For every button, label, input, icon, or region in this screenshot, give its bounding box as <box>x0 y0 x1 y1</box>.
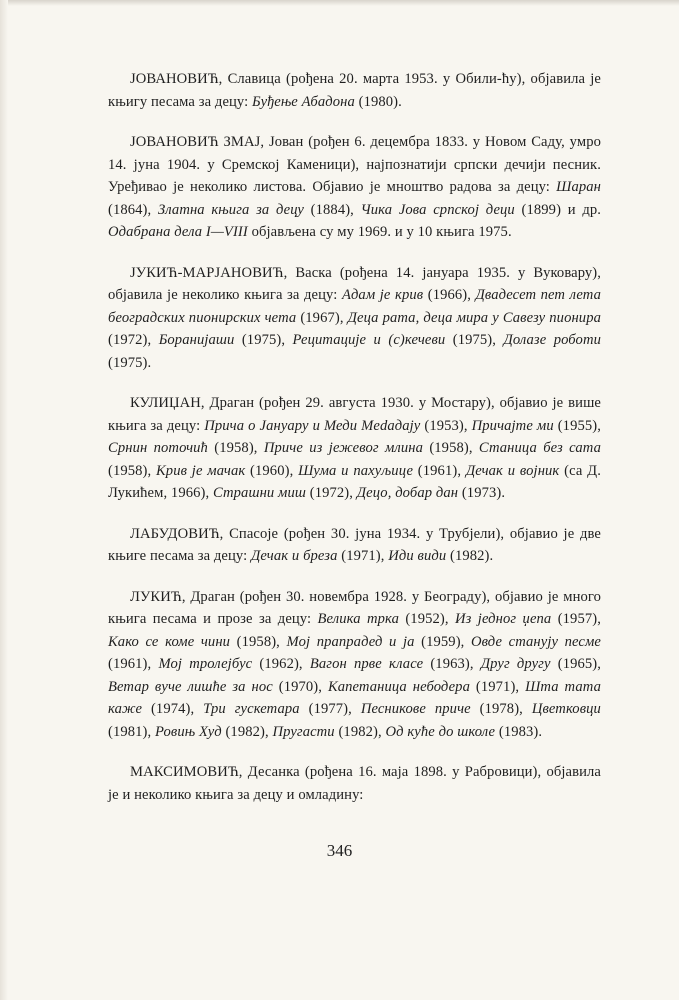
entry-text: (1957), <box>551 611 601 627</box>
book-title: Цветковци <box>531 701 601 717</box>
entry-text: (1962), <box>252 656 310 672</box>
book-title: Мој тролејбус <box>158 656 253 672</box>
book-title: Крив је мачак <box>156 462 246 479</box>
book-title: Чика Јова српској деци <box>360 201 515 218</box>
entry-text: (1958), <box>207 440 264 456</box>
book-title: Рецитације и (с)кечеви <box>292 332 446 348</box>
book-title: Три гускетара <box>203 701 300 717</box>
entry-text: (1982), <box>221 723 273 740</box>
entry-text: (1983). <box>495 723 543 740</box>
entry-jovanovic-zmaj <box>108 131 601 244</box>
page-top-edge <box>0 0 679 6</box>
entry-text: (1884), <box>303 201 361 218</box>
entry-text: (1958), <box>108 462 157 479</box>
entry-text: (1981), <box>108 723 156 740</box>
book-title: Долазе роботи <box>503 332 601 348</box>
book-title: Како се коме чини <box>108 633 231 650</box>
book-title: Двадесет пет лета београдских пионирских чета <box>108 287 601 326</box>
book-title: Од куће до школе <box>385 723 496 740</box>
book-title: Ветар вуче лишће за нос <box>108 678 273 695</box>
entry-text: (1972), <box>306 485 357 501</box>
entry-text: (1958), <box>423 440 479 456</box>
entry-kulidzan <box>108 392 601 505</box>
entry-text: (1977), <box>299 701 361 717</box>
entry-jovanovic-slavica <box>108 68 601 113</box>
book-title: Из једног џепа <box>454 611 552 627</box>
book-title: Капетаница небодера <box>327 678 470 695</box>
book-title: Мој прапрадед и ја <box>286 633 415 650</box>
entry-text: (1959), <box>414 633 471 650</box>
book-title: Причајте ми <box>471 417 554 434</box>
book-title: Дечак и бреза <box>251 548 338 564</box>
book-title: Златна књига за децу <box>157 201 304 218</box>
book-title: Ровињ Худ <box>155 723 222 740</box>
entry-text: (1899) и др. <box>514 201 601 218</box>
entry-text: (1955), <box>553 417 601 434</box>
book-title: Шаран <box>556 179 601 195</box>
entry-text: КУЛИЏАН, Драган (рођен 29. августа 1930. у Мостару), објавио је више књига за децу: <box>108 395 601 434</box>
page-number: 346 <box>326 841 353 860</box>
entry-text: (1961), <box>413 462 466 479</box>
book-title: Прича о Јануару и Меди Medaдају <box>204 417 421 434</box>
entry-text: објављена су му 1969. и у 10 књига 1975. <box>247 224 512 240</box>
entry-text: (1973). <box>458 485 506 501</box>
book-title: Адам је крив <box>341 287 424 303</box>
entries-container <box>108 68 601 806</box>
entry-text: (са Д. Лукићем, 1966), <box>108 462 601 501</box>
entry-text: (1971), <box>337 548 389 564</box>
book-title: Иди види <box>388 548 447 564</box>
book-title: Песникове приче <box>360 701 471 717</box>
book-title: Шума и пахуљице <box>298 462 414 479</box>
entry-lukic <box>108 586 601 744</box>
entry-text: (1958), <box>230 633 287 650</box>
entry-text: (1953), <box>420 417 472 434</box>
entry-text: (1974), <box>142 701 204 717</box>
entry-text: (1952), <box>398 611 455 627</box>
book-title: Срнин поточић <box>108 440 208 456</box>
entry-text: ЈУКИЋ-МАРЈАНОВИЋ, Васка (рођена 14. јануара 1935. у Вуковару), објавила је неколико књига за децу: <box>108 264 601 303</box>
entry-text: ЛАБУДОВИЋ, Спасоје (рођен 30. јуна 1934. у Трубјели), објавио је две књиге песама за децу: <box>108 525 601 564</box>
book-title: Станица без сата <box>478 440 601 456</box>
entry-text: ЛУКИЋ, Драган (рођен 30. новембра 1928. у Београду), објавио је много књига песама и прозе за децу: <box>108 588 601 627</box>
entry-text: (1978), <box>470 701 532 717</box>
entry-text: (1975), <box>234 332 293 348</box>
entry-text: (1965), <box>550 656 601 672</box>
entry-text: (1980). <box>354 93 402 110</box>
book-title: Одабрана дела I—VIII <box>108 224 248 240</box>
entry-text: МАКСИМОВИЋ, Десанка (рођена 16. маја 1898. у Рабровици), објавила је и неколико књига за децу и омладину: <box>108 764 601 803</box>
entry-text: (1963), <box>423 656 481 672</box>
book-title: Дечак и војник <box>465 462 560 479</box>
entry-text: ЈОВАНОВИЋ, Славица (рођена 20. марта 1953. у Обили-ћу), објавила је књигу песама за децу: <box>108 71 601 110</box>
entry-labudovic <box>108 523 601 568</box>
entry-text: (1960), <box>245 462 299 479</box>
entry-text: ЈОВАНОВИЋ ЗМАЈ, Јован (рођен 6. децембра 1833. у Новом Саду, умро 14. јуна 1904. у Сремској Каменици), најпознатији српски дечији песник. Уређивао је неколико листова. Објавио је мноштво радова за децу: <box>108 134 601 195</box>
book-title: Пругасти <box>272 723 335 740</box>
book-title: Шта тата каже <box>108 678 601 717</box>
book-title: Децо, добар дан <box>356 485 459 501</box>
book-title: Велика трка <box>317 611 399 627</box>
entry-text: (1982). <box>446 548 494 564</box>
book-title: Овде станују песме <box>471 633 601 650</box>
entry-text: (1975). <box>108 354 152 371</box>
book-title: Друг другу <box>480 656 551 672</box>
book-title: Страшни миш <box>212 485 306 501</box>
book-title: Вагон прве класе <box>309 656 424 672</box>
entry-text: (1970), <box>272 678 328 695</box>
entry-text: (1967), <box>296 309 348 326</box>
book-title: Приче из јежевог млина <box>263 440 423 456</box>
entry-text: (1982), <box>334 723 386 740</box>
entry-text: (1966), <box>423 287 476 303</box>
book-title: Деца рата, деца мира у Савезу пионира <box>347 309 601 326</box>
entry-text: (1975), <box>445 332 504 348</box>
entry-text: (1864), <box>108 201 158 218</box>
book-title: Боранијаши <box>158 332 235 348</box>
entry-jukic-marjanovic <box>108 262 601 375</box>
book-title: Буђење Абадона <box>252 93 355 110</box>
entry-maksimovic <box>108 761 601 806</box>
entry-text: (1972), <box>108 332 159 348</box>
entry-text: (1961), <box>108 656 159 672</box>
entry-text: (1971), <box>469 678 526 695</box>
